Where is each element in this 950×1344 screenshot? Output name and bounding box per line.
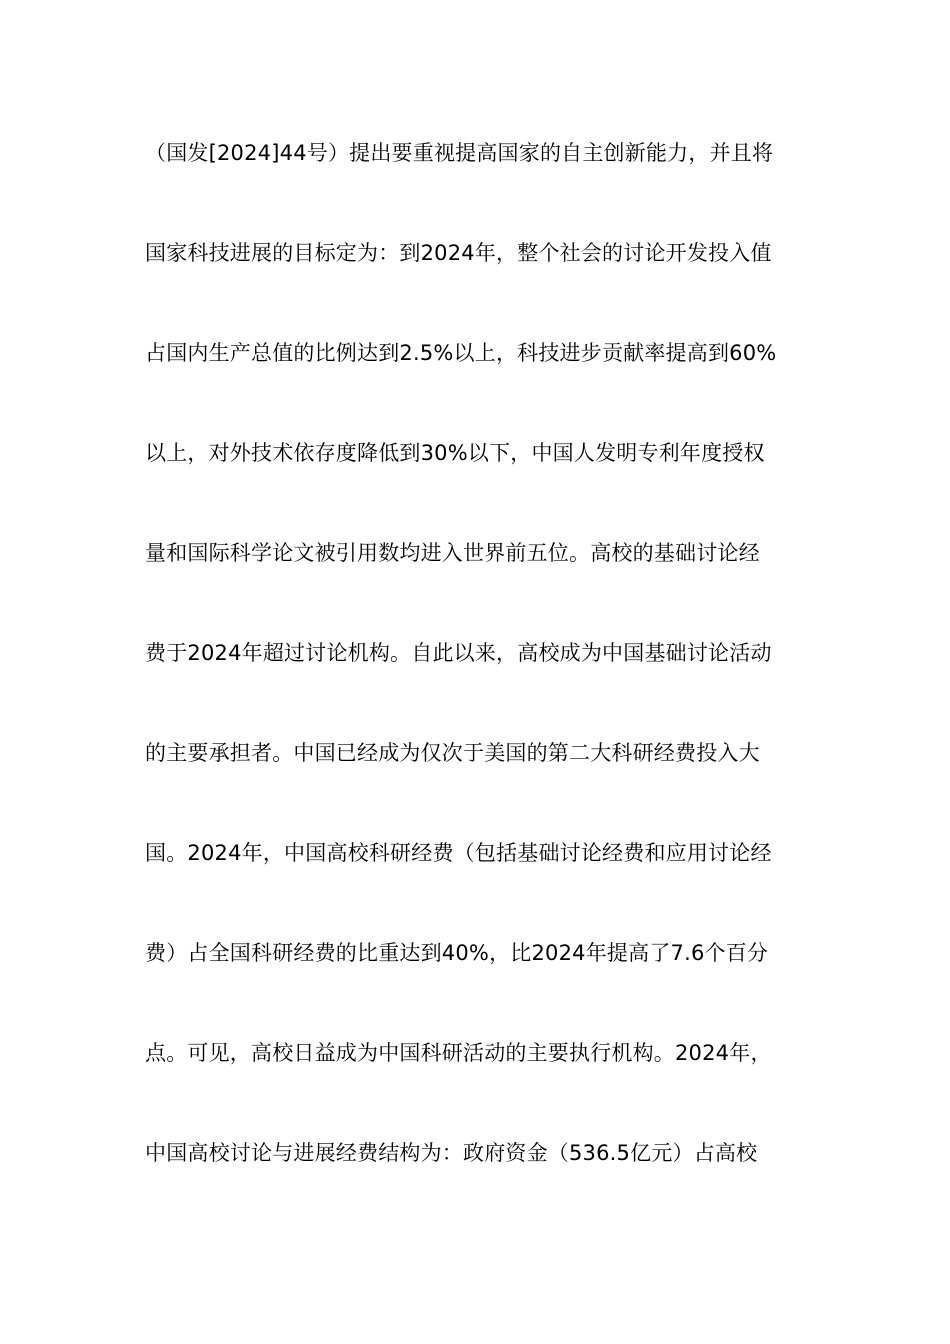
- text-line: 国。2024年，中国高校科研经费（包括基础讨论经费和应用讨论经: [145, 841, 772, 865]
- text-line: 以上，对外技术依存度降低到30%以下，中国人发明专利年度授权: [145, 441, 765, 465]
- text-line: 的主要承担者。中国已经成为仅次于美国的第二大科研经费投入大: [145, 741, 760, 765]
- text-line: 费）占全国科研经费的比重达到40%，比2024年提高了7.6个百分: [145, 941, 769, 965]
- text-line: 国家科技进展的目标定为：到2024年，整个社会的讨论开发投入值: [145, 241, 772, 265]
- text-line: 点。可见，高校日益成为中国科研活动的主要执行机构。2024年，: [145, 1041, 772, 1065]
- text-line: 中国高校讨论与进展经费结构为：政府资金（536.5亿元）占高校: [145, 1141, 758, 1165]
- text-line: 费于2024年超过讨论机构。自此以来，高校成为中国基础讨论活动: [145, 641, 772, 665]
- text-line: 占国内生产总值的比例达到2.5%以上，科技进步贡献率提高到60%: [145, 341, 777, 365]
- body-text: [145, 127, 815, 1227]
- text-line: 量和国际科学论文被引用数均进入世界前五位。高校的基础讨论经: [145, 541, 760, 565]
- text-line: （国发[2024]44号）提出要重视提高国家的自主创新能力，并且将: [145, 141, 774, 165]
